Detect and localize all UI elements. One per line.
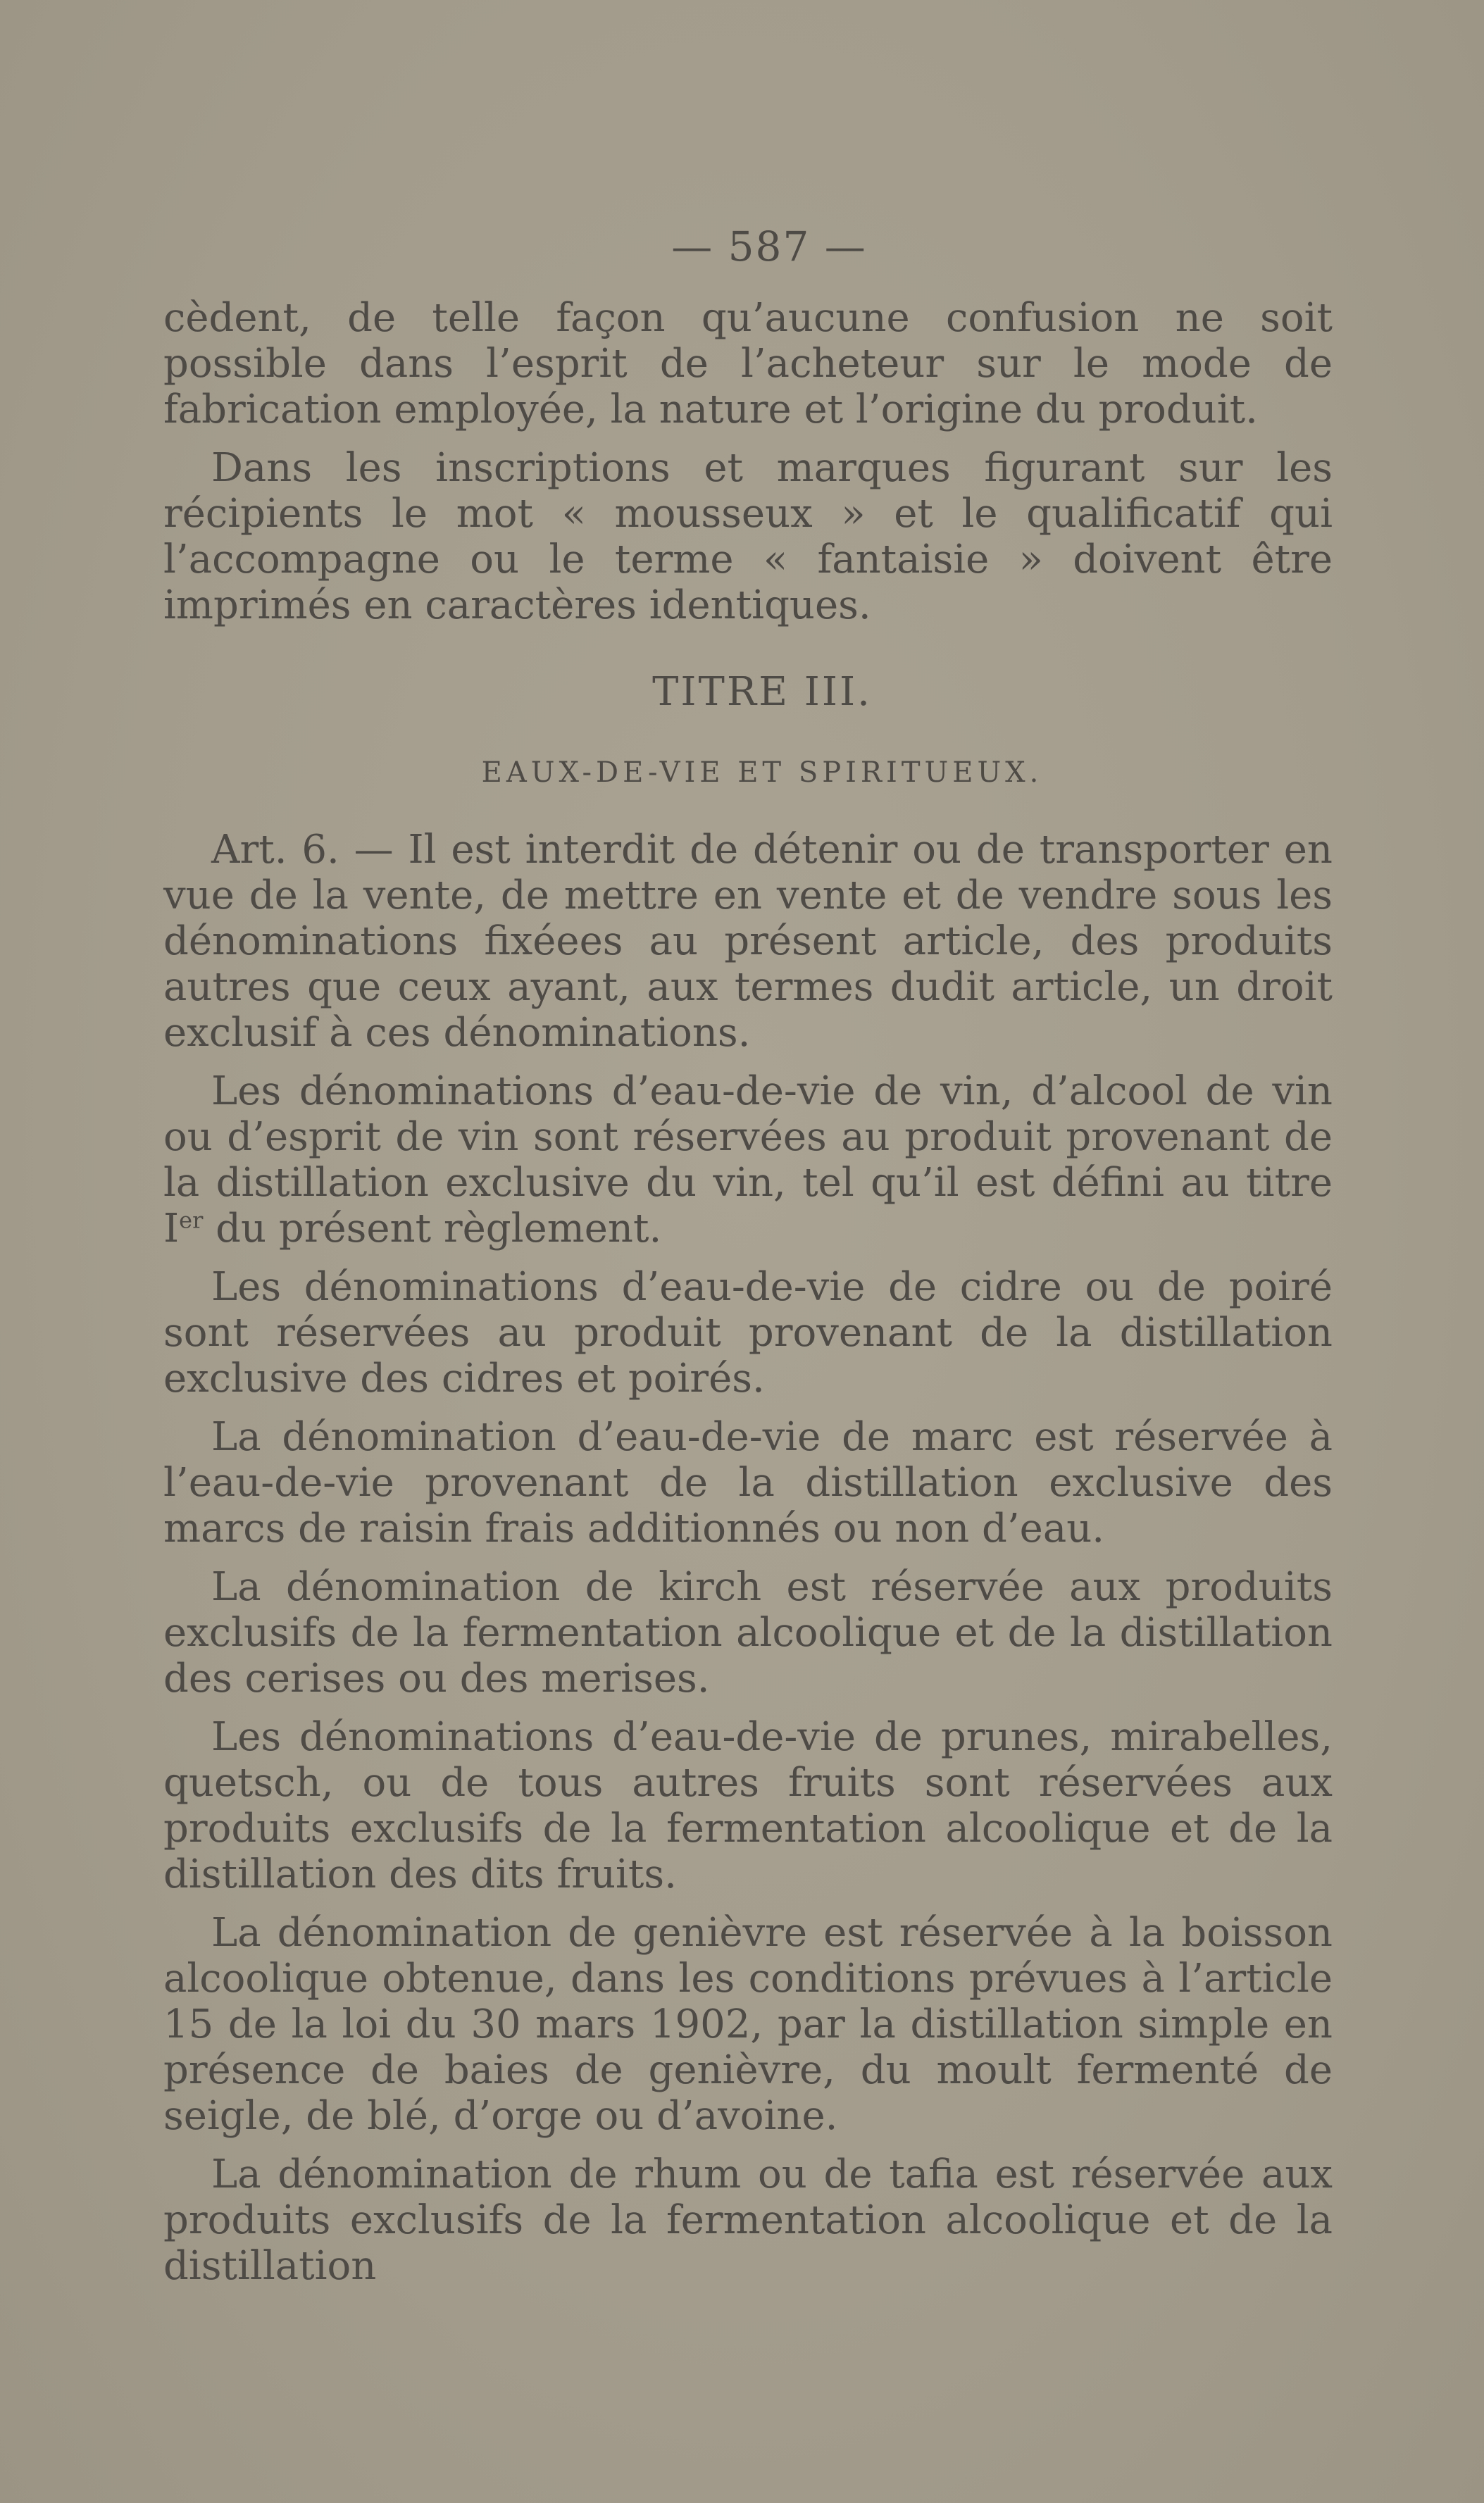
- superscript-er: er: [179, 1206, 204, 1234]
- article-label: Art. 6.: [211, 827, 339, 873]
- paragraph-fruits: Les dénominations d’eau-de-vie de prunes, mirabelles, quetsch, ou de tous autres fruits sont réservées aux produits exclusifs de la fermentation alcoolique et de la distillation des dits fruits.: [163, 1714, 1333, 1897]
- paragraph-eau-de-vie-de-vin: [163, 1068, 1333, 1252]
- paragraph-genievre: La dénomination de genièvre est réservée à la boisson alcoolique obtenue, dans les conditions prévues à l’article 15 de la loi du 30 mars 1902, par la distillation simple en présence de baies de genièvre, du moult fermenté de seigle, de blé, d’orge ou d’avoine.: [163, 1910, 1333, 2139]
- page-number: — 587 —: [671, 223, 867, 270]
- text-column: [163, 224, 1333, 2302]
- section-title: TITRE III.: [652, 669, 872, 715]
- paragraph-marc: La dénomination d’eau-de-vie de marc est réservée à l’eau-de-vie provenant de la distillation exclusive des marcs de raisin frais additionnés ou non d’eau.: [163, 1414, 1333, 1552]
- paragraph-cidre: Les dénominations d’eau-de-vie de cidre ou de poiré sont réservées au produit provenant de la distillation exclusive des cidres et poirés.: [163, 1264, 1333, 1402]
- paragraph-continuation: cèdent, de telle façon qu’aucune confusion ne soit possible dans l’esprit de l’acheteur sur le mode de fabrication employée, la nature et l’origine du produit.: [163, 295, 1333, 432]
- section-subtitle: EAUX-DE-VIE ET SPIRITUEUX.: [481, 756, 1043, 789]
- paragraph-inscriptions: Dans les inscriptions et marques figurant sur les récipients le mot « mousseux » et le qualificatif qui l’accompagne ou le terme « fantaisie » doivent être imprimés en caractères identiques.: [163, 445, 1333, 628]
- article-text: — Il est interdit de détenir ou de transporter en vue de la vente, de mettre en vente et de vendre sous les dénominations fixéees au présent article, des produits autres que ceux ayant, aux termes dudit article, un droit exclusif à ces dénominations.: [163, 827, 1333, 1056]
- article-6-paragraph: [163, 827, 1333, 1056]
- paragraph-vin-text: Les dénominations d’eau-de-vie de vin, d’alcool de vin ou d’esprit de vin sont réservées au produit provenant de la distillation exclusive du vin, tel qu’il est défini au titre I: [163, 1068, 1333, 1252]
- paragraph-kirch: La dénomination de kirch est réservée aux produits exclusifs de la fermentation alcoolique et de la distillation des cerises ou des merises.: [163, 1564, 1333, 1702]
- paragraph-vin-text-end: du présent règlement.: [203, 1206, 662, 1252]
- paragraph-rhum: La dénomination de rhum ou de tafia est réservée aux produits exclusifs de la fermentation alcoolique et de la distillation: [163, 2152, 1333, 2289]
